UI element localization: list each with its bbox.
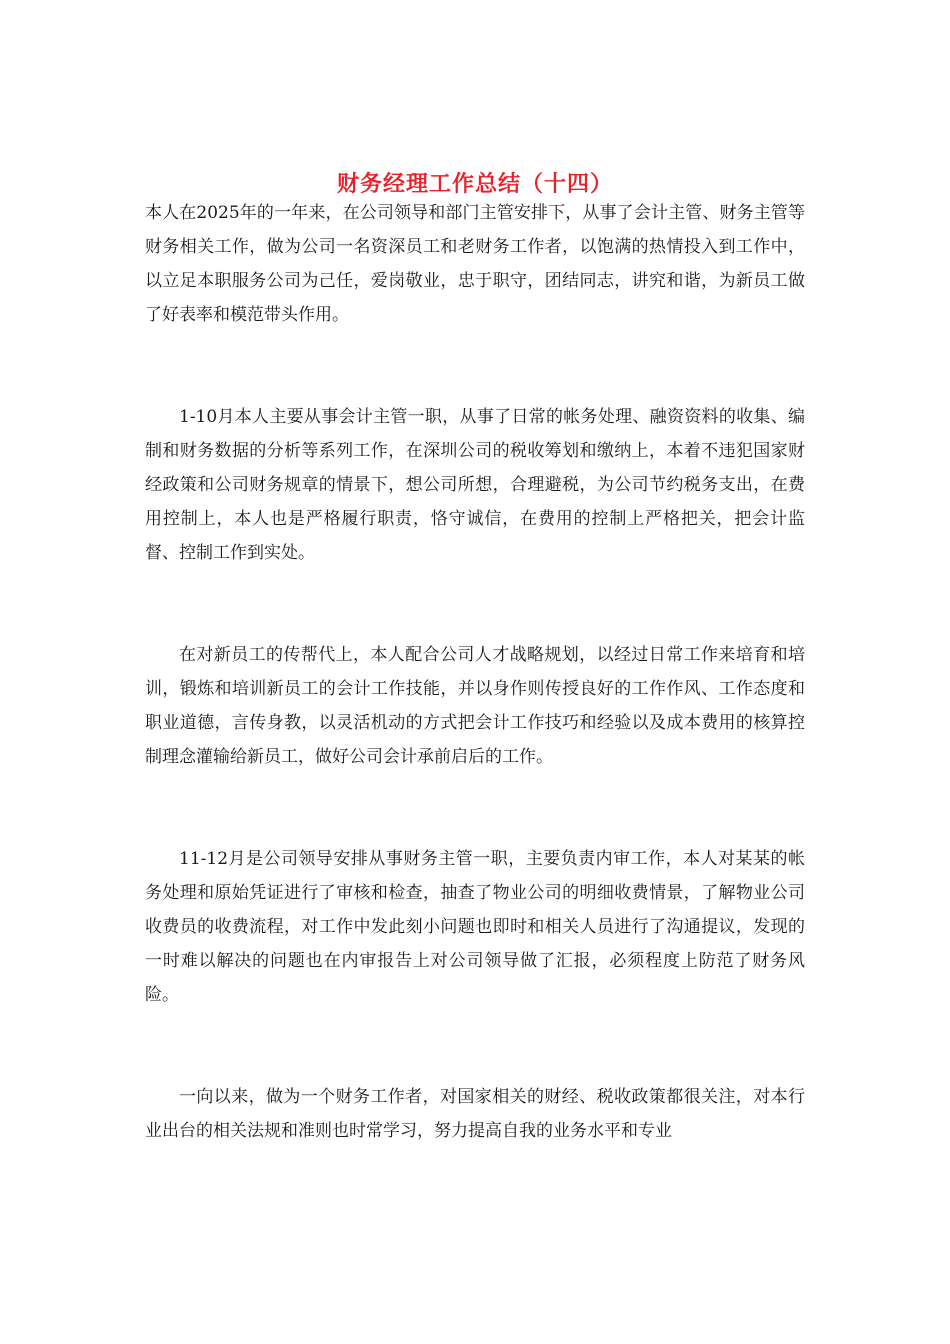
document-title: 财务经理工作总结（十四） — [336, 171, 613, 197]
paragraph-3: 在对新员工的传帮代上，本人配合公司人才战略规划，以经过日常工作来培育和培训，锻炼和培训新员工的会计工作技能，并以身作则传授良好的工作作风、工作态度和职业道德，言传身教，以灵活机动的方式把会计工作技巧和经验以及成本费用的核算控制理念灌输给新员工，做好公司会计承前启后的工作。 — [145, 645, 805, 767]
paragraph-1: 本人在2025年的一年来，在公司领导和部门主管安排下，从事了会计主管、财务主管等财务相关工作，做为公司一名资深员工和老财务工作者，以饱满的热情投入到工作中，以立足本职服务公司为己任，爱岗敬业，忠于职守，团结同志，讲究和谐，为新员工做了好表率和模范带头作用。 — [145, 203, 805, 325]
paragraph-2: 1-10月本人主要从事会计主管一职，从事了日常的帐务处理、融资资料的收集、编制和财务数据的分析等系列工作，在深圳公司的税收筹划和缴纳上，本着不违犯国家财经政策和公司财务规章的情景下，想公司所想，合理避税，为公司节约税务支出，在费用控制上，本人也是严格履行职责，恪守诚信，在费用的控制上严格把关，把会计监督、控制工作到实处。 — [145, 407, 805, 563]
paragraph-4: 11-12月是公司领导安排从事财务主管一职，主要负责内审工作，本人对某某的帐务处理和原始凭证进行了审核和检查，抽查了物业公司的明细收费情景，了解物业公司收费员的收费流程，对工作中发此刻小问题也即时和相关人员进行了沟通提议，发现的一时难以解决的问题也在内审报告上对公司领导做了汇报，必须程度上防范了财务风险。 — [145, 849, 805, 1005]
paragraph-5: 一向以来，做为一个财务工作者，对国家相关的财经、税收政策都很关注，对本行业出台的相关法规和准则也时常学习，努力提高自我的业务水平和专业 — [145, 1087, 805, 1141]
document-body — [145, 196, 805, 1148]
